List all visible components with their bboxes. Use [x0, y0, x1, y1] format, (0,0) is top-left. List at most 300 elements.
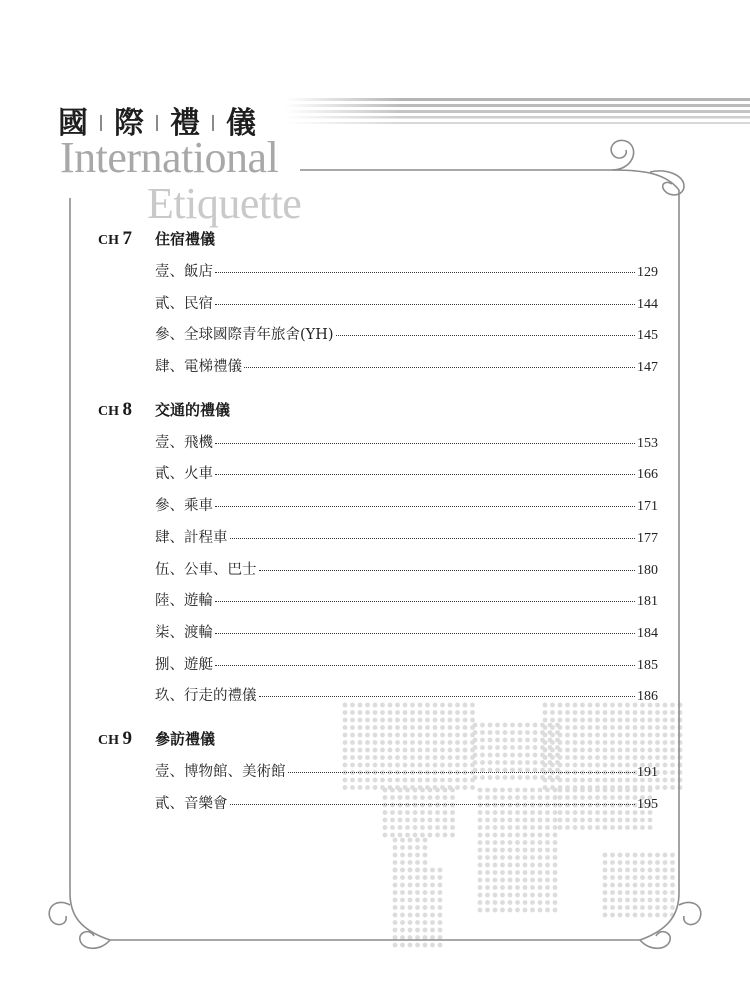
chapter-prefix: CH — [98, 403, 119, 419]
map-dot — [663, 778, 668, 783]
title-char: 儀 — [226, 106, 256, 141]
entry-page: 153 — [637, 435, 658, 451]
map-dot — [485, 833, 490, 838]
map-dot — [423, 898, 428, 903]
entry-title: 捌、遊艇 — [155, 656, 213, 673]
map-dot — [493, 893, 498, 898]
map-dot — [538, 870, 543, 875]
map-dot — [663, 868, 668, 873]
map-dot — [553, 833, 558, 838]
map-dot — [523, 893, 528, 898]
map-dot — [640, 875, 645, 880]
map-dot — [485, 825, 490, 830]
map-dot — [408, 943, 413, 948]
map-dot — [408, 905, 413, 910]
map-dot — [610, 905, 615, 910]
map-dot — [430, 868, 435, 873]
entry-title: 柒、渡輪 — [155, 624, 213, 641]
entry-page: 186 — [637, 689, 658, 705]
map-dot — [400, 890, 405, 895]
map-dot — [640, 898, 645, 903]
map-dot — [663, 785, 668, 790]
map-dot — [500, 863, 505, 868]
map-dot — [493, 870, 498, 875]
scroll-ornament-bottom-left — [49, 893, 110, 948]
map-dot — [423, 928, 428, 933]
entry-title: 壹、博物館、美術館 — [155, 763, 286, 780]
map-dot — [618, 860, 623, 865]
dot-leader — [259, 696, 636, 697]
map-dot — [500, 848, 505, 853]
map-dot — [625, 860, 630, 865]
entry-title: 貳、火車 — [155, 466, 213, 483]
map-dot — [670, 868, 675, 873]
map-dot — [648, 860, 653, 865]
map-dot — [610, 825, 615, 830]
map-dot — [493, 863, 498, 868]
map-dot — [618, 905, 623, 910]
map-dot — [383, 825, 388, 830]
chapter-number: 9 — [122, 727, 132, 749]
toc-entry[interactable] — [155, 653, 658, 685]
map-dot — [415, 845, 420, 850]
dot-leader — [215, 304, 635, 305]
map-dot — [515, 870, 520, 875]
map-dot — [663, 913, 668, 918]
map-dot — [603, 883, 608, 888]
map-dot — [393, 935, 398, 940]
map-dot — [553, 893, 558, 898]
map-dot — [648, 905, 653, 910]
map-dot — [415, 883, 420, 888]
map-dot — [430, 935, 435, 940]
map-dot — [523, 825, 528, 830]
entry-page: 166 — [637, 467, 658, 483]
map-dot — [485, 893, 490, 898]
map-dot — [408, 913, 413, 918]
map-dot — [408, 898, 413, 903]
map-dot — [408, 838, 413, 843]
map-dot — [663, 725, 668, 730]
entry-title: 伍、公車、巴士 — [155, 561, 257, 578]
dot-leader — [215, 601, 635, 602]
dot-leader — [230, 538, 636, 539]
map-dot — [500, 870, 505, 875]
toc-entry[interactable] — [155, 292, 658, 324]
map-dot — [545, 848, 550, 853]
map-dot — [383, 833, 388, 838]
map-dot — [415, 905, 420, 910]
map-dot — [618, 853, 623, 858]
map-dot — [625, 890, 630, 895]
map-dot — [633, 890, 638, 895]
map-dot — [500, 825, 505, 830]
map-dot — [405, 825, 410, 830]
map-dot — [655, 868, 660, 873]
map-dot — [508, 848, 513, 853]
chapter-prefix: CH — [98, 233, 119, 248]
map-dot — [415, 920, 420, 925]
map-dot — [588, 825, 593, 830]
map-dot — [633, 825, 638, 830]
map-dot — [655, 853, 660, 858]
map-dot — [478, 870, 483, 875]
map-dot — [478, 885, 483, 890]
map-dot — [423, 883, 428, 888]
map-dot — [610, 913, 615, 918]
map-dot — [663, 860, 668, 865]
map-dot — [670, 740, 675, 745]
map-dot — [478, 833, 483, 838]
entry-page: 184 — [637, 625, 658, 641]
map-dot — [603, 853, 608, 858]
map-dot — [573, 825, 578, 830]
map-dot — [420, 825, 425, 830]
map-dot — [603, 913, 608, 918]
map-dot — [423, 890, 428, 895]
map-dot — [408, 890, 413, 895]
map-dot — [415, 943, 420, 948]
map-dot — [393, 838, 398, 843]
map-dot — [538, 840, 543, 845]
map-dot — [508, 900, 513, 905]
map-dot — [415, 860, 420, 865]
map-dot — [423, 905, 428, 910]
map-dot — [393, 883, 398, 888]
map-dot — [523, 885, 528, 890]
scroll-ornament-top-right — [611, 140, 684, 195]
map-dot — [633, 913, 638, 918]
map-dot — [545, 855, 550, 860]
map-dot — [390, 825, 395, 830]
entry-page: 195 — [637, 796, 658, 812]
map-dot — [538, 848, 543, 853]
map-dot — [663, 748, 668, 753]
map-dot — [413, 833, 418, 838]
map-dot — [670, 875, 675, 880]
map-dot — [633, 898, 638, 903]
map-dot — [485, 900, 490, 905]
entry-page: 171 — [637, 499, 658, 515]
toc-entry[interactable] — [155, 462, 658, 494]
map-dot — [655, 890, 660, 895]
map-dot — [603, 905, 608, 910]
toc-entry[interactable] — [155, 355, 658, 387]
map-dot — [435, 833, 440, 838]
map-dot — [545, 840, 550, 845]
toc-entry[interactable] — [155, 589, 658, 621]
map-dot — [493, 908, 498, 913]
dot-leader — [215, 443, 635, 444]
map-dot — [640, 913, 645, 918]
map-dot — [393, 913, 398, 918]
map-dot — [640, 860, 645, 865]
map-dot — [478, 878, 483, 883]
map-dot — [508, 863, 513, 868]
map-dot — [553, 825, 558, 830]
map-dot — [538, 863, 543, 868]
map-dot — [478, 855, 483, 860]
map-dot — [663, 740, 668, 745]
map-dot — [625, 883, 630, 888]
entry-page: 144 — [637, 296, 658, 312]
entry-title: 貳、民宿 — [155, 295, 213, 312]
map-dot — [625, 853, 630, 858]
map-dot — [485, 870, 490, 875]
entry-page: 191 — [637, 764, 658, 780]
map-dot — [423, 943, 428, 948]
map-dot — [523, 833, 528, 838]
entry-title: 貳、音樂會 — [155, 795, 228, 812]
map-dot — [603, 890, 608, 895]
map-dot — [415, 868, 420, 873]
map-dot — [648, 890, 653, 895]
map-dot — [438, 943, 443, 948]
map-dot — [400, 875, 405, 880]
map-dot — [485, 855, 490, 860]
map-dot — [478, 908, 483, 913]
map-dot — [655, 883, 660, 888]
map-dot — [558, 825, 563, 830]
map-dot — [450, 825, 455, 830]
toc-entry[interactable] — [155, 760, 658, 792]
map-dot — [500, 900, 505, 905]
map-dot — [423, 853, 428, 858]
map-dot — [493, 825, 498, 830]
map-dot — [413, 825, 418, 830]
map-dot — [435, 825, 440, 830]
dot-leader — [215, 506, 635, 507]
map-dot — [538, 878, 543, 883]
map-dot — [493, 840, 498, 845]
map-dot — [423, 845, 428, 850]
chapter-heading — [98, 228, 658, 260]
map-dot — [553, 878, 558, 883]
map-dot — [523, 840, 528, 845]
map-dot — [493, 855, 498, 860]
toc-entry[interactable] — [155, 431, 658, 463]
chapter-number: 7 — [122, 228, 132, 249]
map-dot — [663, 763, 668, 768]
map-dot — [553, 848, 558, 853]
map-dot — [400, 905, 405, 910]
map-dot — [493, 848, 498, 853]
map-dot — [450, 833, 455, 838]
map-dot — [393, 860, 398, 865]
title-char: 禮 — [170, 106, 200, 141]
map-dot — [415, 875, 420, 880]
map-dot — [603, 860, 608, 865]
map-dot — [478, 840, 483, 845]
header-stripes — [285, 98, 750, 128]
dot-leader — [215, 272, 635, 273]
map-dot — [400, 935, 405, 940]
map-dot — [663, 853, 668, 858]
toc-entry[interactable] — [155, 526, 658, 558]
map-dot — [423, 860, 428, 865]
map-dot — [430, 913, 435, 918]
table-of-contents — [98, 228, 658, 823]
toc-entry[interactable] — [155, 558, 658, 590]
map-dot — [670, 890, 675, 895]
map-dot — [523, 870, 528, 875]
map-dot — [393, 875, 398, 880]
map-dot — [530, 878, 535, 883]
map-dot — [438, 898, 443, 903]
map-dot — [545, 900, 550, 905]
map-dot — [633, 860, 638, 865]
map-dot — [515, 848, 520, 853]
map-dot — [420, 833, 425, 838]
map-dot — [655, 905, 660, 910]
map-dot — [400, 853, 405, 858]
map-dot — [438, 913, 443, 918]
map-dot — [530, 833, 535, 838]
map-dot — [408, 883, 413, 888]
map-dot — [663, 703, 668, 708]
map-dot — [423, 838, 428, 843]
map-dot — [408, 920, 413, 925]
map-dot — [655, 860, 660, 865]
toc-entry[interactable] — [155, 684, 658, 716]
map-dot — [538, 893, 543, 898]
title-separator — [156, 115, 158, 131]
map-dot — [545, 863, 550, 868]
map-dot — [423, 920, 428, 925]
map-dot — [670, 733, 675, 738]
map-dot — [393, 868, 398, 873]
dot-leader — [215, 665, 635, 666]
map-dot — [523, 855, 528, 860]
map-dot — [595, 825, 600, 830]
map-dot — [478, 900, 483, 905]
map-dot — [603, 875, 608, 880]
map-dot — [530, 908, 535, 913]
title-separator — [100, 115, 102, 131]
map-dot — [393, 905, 398, 910]
map-dot — [508, 833, 513, 838]
map-dot — [400, 860, 405, 865]
map-dot — [438, 905, 443, 910]
map-dot — [553, 863, 558, 868]
map-dot — [400, 920, 405, 925]
map-dot — [530, 848, 535, 853]
entry-title: 壹、飯店 — [155, 264, 213, 280]
map-dot — [553, 870, 558, 875]
map-dot — [508, 893, 513, 898]
map-dot — [523, 863, 528, 868]
map-dot — [625, 825, 630, 830]
map-dot — [408, 935, 413, 940]
map-dot — [515, 893, 520, 898]
map-dot — [423, 868, 428, 873]
map-dot — [545, 885, 550, 890]
map-dot — [515, 825, 520, 830]
map-dot — [670, 860, 675, 865]
map-dot — [670, 703, 675, 708]
map-dot — [500, 840, 505, 845]
map-dot — [670, 883, 675, 888]
map-dot — [618, 825, 623, 830]
map-dot — [553, 900, 558, 905]
map-dot — [400, 943, 405, 948]
map-dot — [648, 913, 653, 918]
entry-title: 陸、遊輪 — [155, 593, 213, 610]
map-dot — [670, 785, 675, 790]
title-separator — [212, 115, 214, 131]
map-dot — [625, 905, 630, 910]
chapter-prefix: CH — [98, 732, 119, 748]
map-dot — [530, 825, 535, 830]
map-dot — [398, 825, 403, 830]
title-english-line1: International — [60, 133, 279, 182]
map-dot — [430, 875, 435, 880]
entry-title: 玖、行走的禮儀 — [155, 688, 257, 705]
map-dot — [670, 763, 675, 768]
map-dot — [478, 863, 483, 868]
map-dot — [545, 878, 550, 883]
map-dot — [553, 855, 558, 860]
map-dot — [500, 855, 505, 860]
map-dot — [655, 913, 660, 918]
map-dot — [618, 883, 623, 888]
toc-entry[interactable] — [155, 792, 658, 824]
chapter-title: 住宿禮儀 — [155, 230, 216, 248]
toc-entry[interactable] — [155, 494, 658, 526]
entry-title: 參、乘車 — [155, 498, 213, 515]
map-dot — [428, 833, 433, 838]
map-dot — [415, 898, 420, 903]
map-dot — [610, 890, 615, 895]
map-dot — [415, 913, 420, 918]
map-dot — [670, 778, 675, 783]
dot-leader — [259, 570, 636, 571]
toc-entry[interactable] — [155, 323, 658, 355]
map-dot — [663, 875, 668, 880]
map-dot — [515, 878, 520, 883]
map-dot — [538, 908, 543, 913]
map-dot — [430, 898, 435, 903]
title-char: 國 — [58, 106, 88, 141]
map-dot — [438, 920, 443, 925]
map-dot — [640, 853, 645, 858]
chapter-title: 參訪禮儀 — [155, 729, 216, 748]
entry-title: 參、全球國際青年旅舍(YH) — [155, 327, 334, 344]
map-dot — [508, 825, 513, 830]
map-dot — [618, 890, 623, 895]
map-dot — [438, 935, 443, 940]
map-dot — [500, 833, 505, 838]
entry-page: 185 — [637, 657, 658, 673]
map-dot — [655, 875, 660, 880]
map-dot — [430, 905, 435, 910]
toc-entry[interactable] — [155, 621, 658, 653]
map-dot — [553, 840, 558, 845]
map-dot — [618, 868, 623, 873]
map-dot — [663, 890, 668, 895]
map-dot — [640, 825, 645, 830]
entry-page: 145 — [637, 328, 658, 344]
toc-entry[interactable] — [155, 260, 658, 292]
map-dot — [553, 885, 558, 890]
map-dot — [423, 875, 428, 880]
map-dot — [633, 875, 638, 880]
map-dot — [633, 853, 638, 858]
dot-leader — [215, 474, 635, 475]
map-dot — [538, 900, 543, 905]
map-dot — [423, 913, 428, 918]
map-dot — [393, 943, 398, 948]
